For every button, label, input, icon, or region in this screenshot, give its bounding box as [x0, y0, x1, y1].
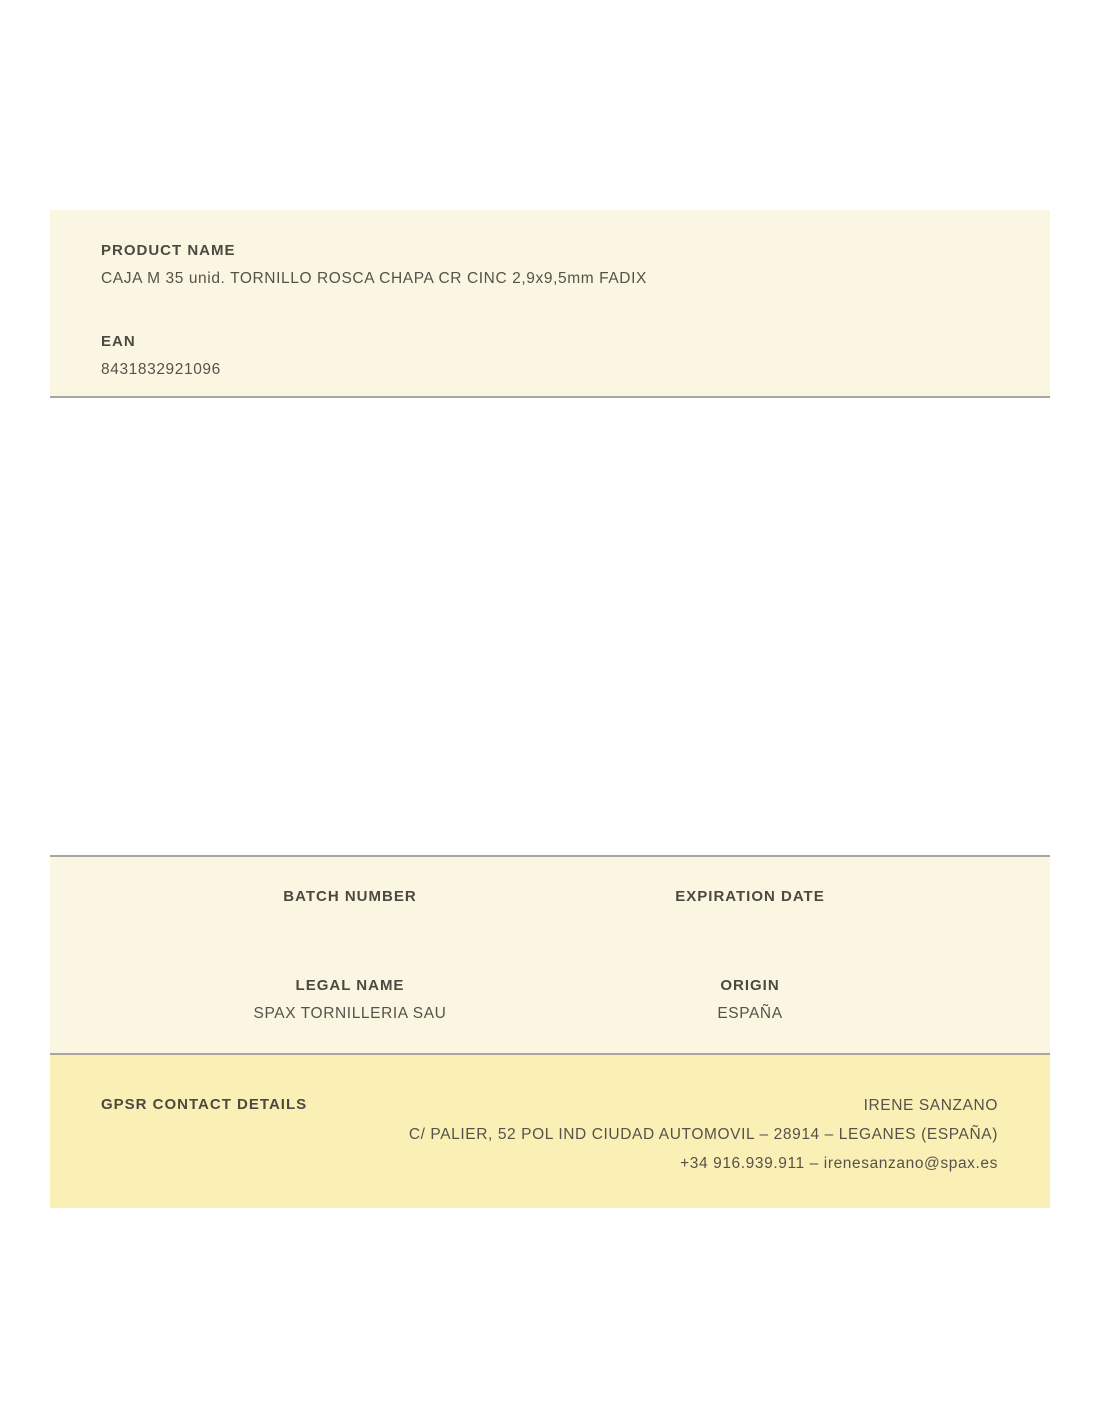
gpsr-contact-section: [50, 1055, 1050, 1208]
gpsr-contact-name: IRENE SANZANO: [863, 1097, 998, 1114]
batch-number-value: [150, 911, 550, 939]
expiration-date-field: [550, 883, 950, 939]
batch-number-field: [150, 883, 550, 939]
legal-name-field: [150, 972, 550, 1028]
product-name-value: CAJA M 35 unid. TORNILLO ROSCA CHAPA CR CINC 2,9x9,5mm FADIX: [101, 270, 647, 287]
gpsr-contact-address: C/ PALIER, 52 POL IND CIUDAD AUTOMOVIL – 28914 – LEGANES (ESPAÑA): [408, 1126, 998, 1143]
legal-name-value: SPAX TORNILLERIA SAU: [253, 1005, 447, 1022]
origin-label: ORIGIN: [720, 977, 780, 994]
legal-origin-row: [150, 972, 950, 1028]
gpsr-contact-details-label-wrap: [101, 1091, 307, 1119]
expiration-date-value: [550, 911, 950, 939]
ean-label: EAN: [101, 333, 136, 350]
gpsr-contact-details-label: GPSR CONTACT DETAILS: [101, 1096, 308, 1113]
batch-expiration-row: [150, 883, 950, 939]
product-name-label: PRODUCT NAME: [101, 242, 236, 259]
ean-field: [101, 328, 1000, 384]
origin-field: [550, 972, 950, 1028]
gpsr-contact-info: [307, 1091, 998, 1178]
batch-number-label: BATCH NUMBER: [283, 888, 417, 905]
ean-value: 8431832921096: [101, 361, 221, 378]
origin-value: ESPAÑA: [717, 1005, 783, 1022]
legal-name-label: LEGAL NAME: [295, 977, 405, 994]
product-info-section: [50, 210, 1050, 398]
gpsr-contact-phone-email: +34 916.939.911 – irenesanzano@spax.es: [680, 1155, 998, 1172]
batch-origin-section: [50, 855, 1050, 1055]
expiration-date-label: EXPIRATION DATE: [675, 888, 825, 905]
product-name-field: [101, 237, 1000, 293]
